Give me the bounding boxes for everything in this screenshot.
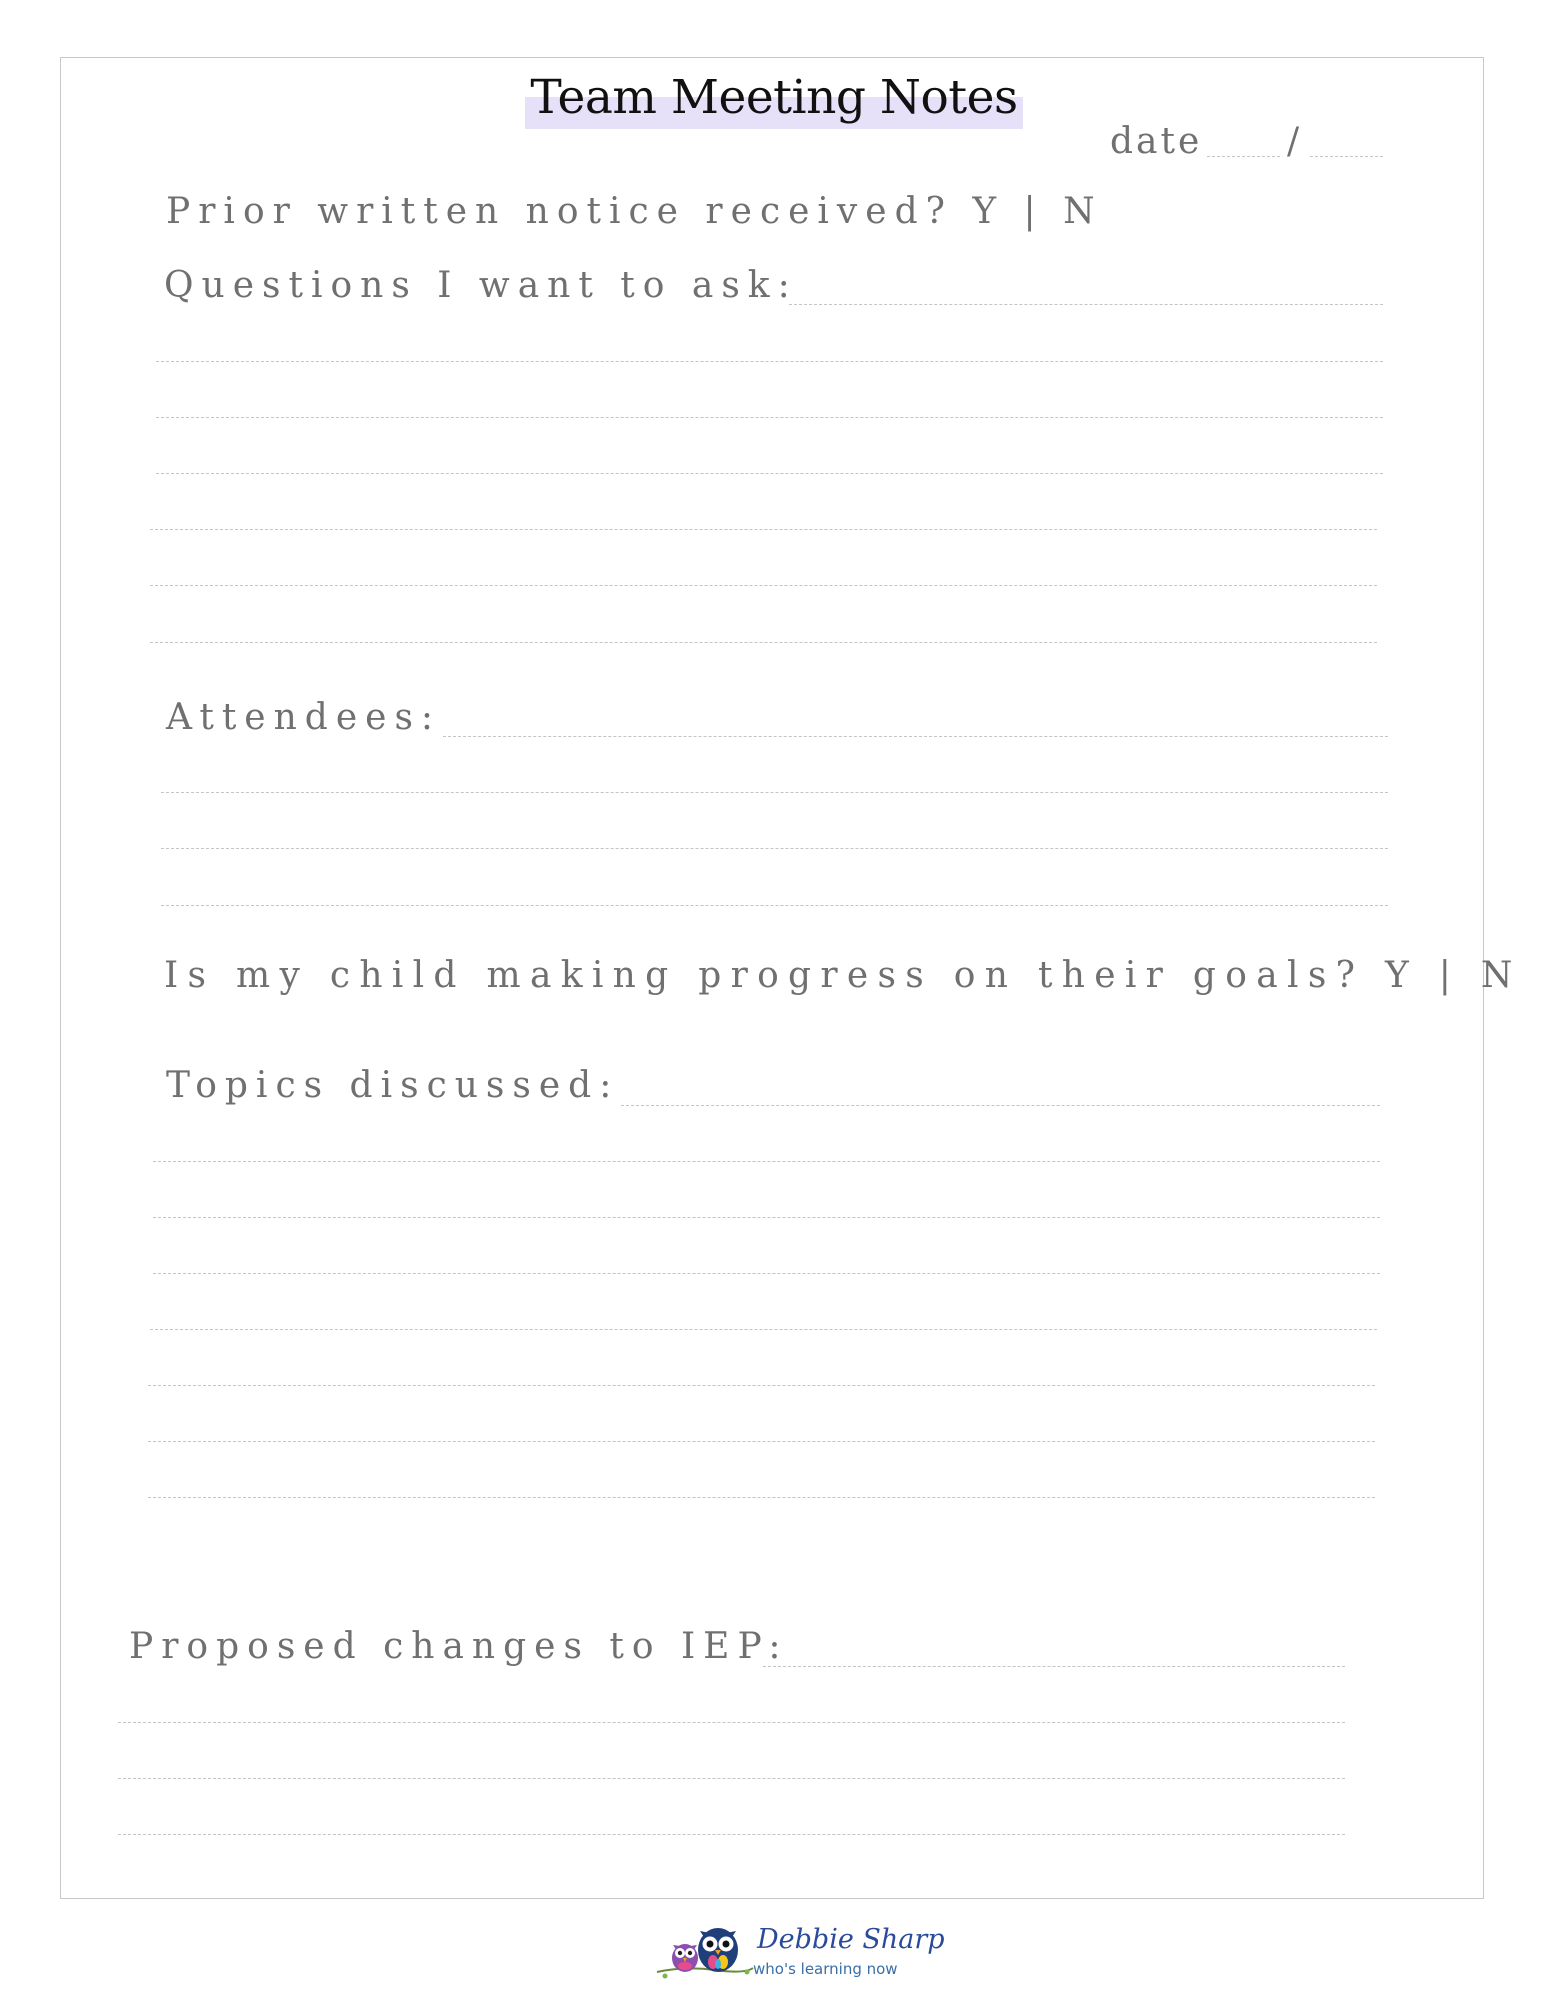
questions-line[interactable] [156, 473, 1383, 474]
logo-name: Debbie Sharp [757, 1924, 945, 1955]
questions-line[interactable] [156, 417, 1383, 418]
topics-line[interactable] [153, 1161, 1380, 1162]
topics-line[interactable] [153, 1273, 1380, 1274]
title-block [525, 68, 1023, 128]
attendees-line[interactable] [443, 736, 1388, 737]
date-label: date [1110, 121, 1203, 162]
attendees-line[interactable] [161, 792, 1388, 793]
logo-tagline: who's learning now [753, 1960, 898, 1978]
proposed-changes-line[interactable] [118, 1778, 1345, 1779]
prior-notice-question: Prior written notice received? Y | N [166, 191, 1103, 232]
proposed-changes-line[interactable] [763, 1666, 1345, 1667]
questions-label: Questions I want to ask: [164, 265, 798, 306]
topics-line[interactable] [621, 1105, 1380, 1106]
topics-line[interactable] [150, 1329, 1377, 1330]
questions-line[interactable] [150, 529, 1377, 530]
topics-line[interactable] [148, 1441, 1375, 1442]
date-day-field[interactable] [1310, 156, 1383, 157]
topics-line[interactable] [148, 1385, 1375, 1386]
questions-line[interactable] [789, 304, 1383, 305]
attendees-label: Attendees: [166, 697, 442, 738]
topics-label: Topics discussed: [166, 1065, 620, 1106]
topics-line[interactable] [148, 1497, 1375, 1498]
questions-line[interactable] [156, 361, 1383, 362]
date-separator: / [1287, 121, 1300, 162]
proposed-changes-line[interactable] [118, 1834, 1345, 1835]
proposed-changes-label: Proposed changes to IEP: [129, 1626, 789, 1667]
page-title: Team Meeting Notes [530, 70, 1018, 125]
topics-line[interactable] [153, 1217, 1380, 1218]
proposed-changes-line[interactable] [118, 1722, 1345, 1723]
attendees-line[interactable] [161, 905, 1388, 906]
questions-line[interactable] [150, 642, 1377, 643]
date-month-field[interactable] [1207, 156, 1280, 157]
progress-question: Is my child making progress on their goals? Y | N [164, 955, 1522, 996]
owl-icon [655, 1920, 755, 1982]
questions-line[interactable] [150, 585, 1377, 586]
attendees-line[interactable] [161, 848, 1388, 849]
brand-logo [655, 1920, 945, 1982]
